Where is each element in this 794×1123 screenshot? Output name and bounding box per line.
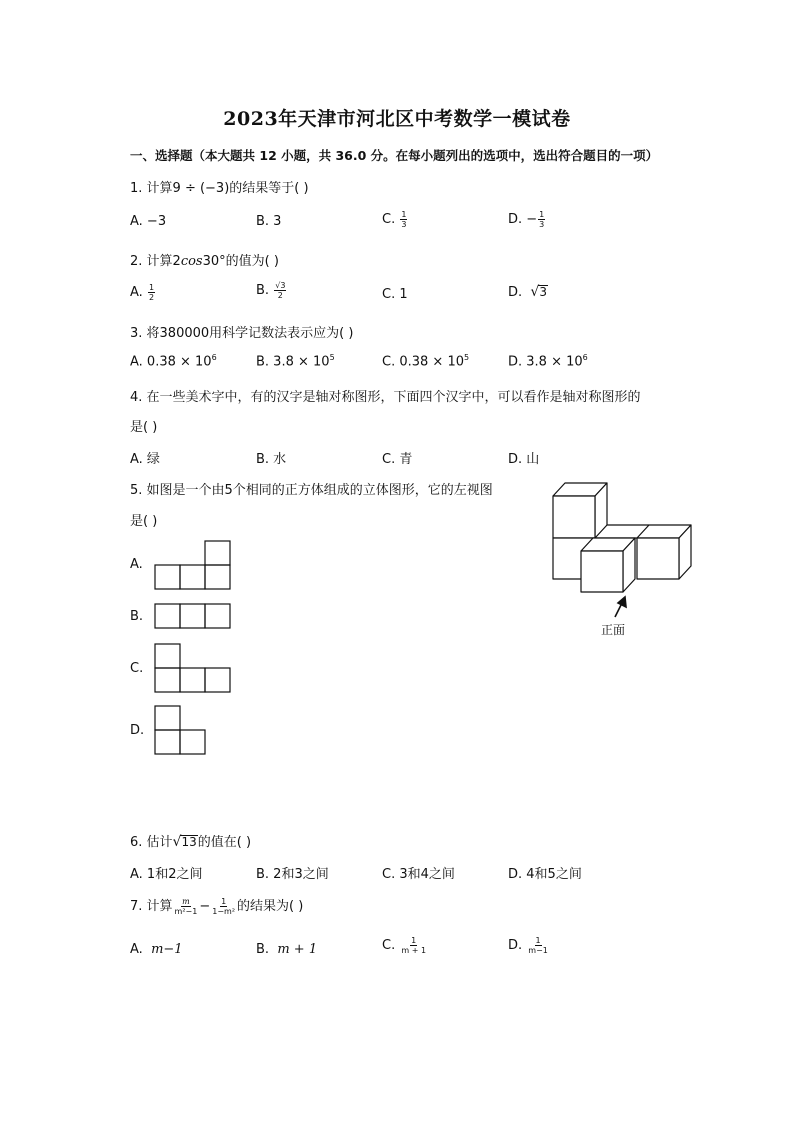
q1-option-b[interactable]: B. 3: [256, 214, 282, 229]
q1-c-fraction: $\frac{1}{3}$: [401, 210, 407, 229]
q1-d-label: D. −: [508, 212, 538, 227]
q4-option-b[interactable]: B. 水: [256, 452, 287, 467]
question-6: 6. 估计 √ 13 的值在( ): [130, 834, 252, 850]
q1-c-label: C.: [382, 212, 396, 227]
question-1: 1. 计算9 ÷ (−3)的结果等于( ): [130, 181, 309, 196]
section-note: （本大题共 12 小题，共 36.0 分。在每小题列出的选项中，选出符合题目的一项）: [192, 148, 659, 163]
section-header: [130, 146, 658, 164]
q3-option-d[interactable]: D. $3.8 \times 10^6$: [508, 353, 588, 370]
q7-option-d[interactable]: D. $\frac{1}{m-1}$: [508, 936, 548, 955]
question-5-line-2: 是( ): [130, 514, 158, 529]
question-4-line-1: 4. 在一些美术字中，有的汉字是轴对称图形，下面四个汉字中，可以看作是轴对称图形的: [130, 390, 641, 405]
q6-option-b[interactable]: B. 2和3之间: [256, 867, 329, 882]
q3-option-b[interactable]: B. $3.8 \times 10^5$: [256, 353, 335, 370]
q1-option-a[interactable]: A. −3: [130, 214, 167, 229]
q5-option-d-label[interactable]: D.: [130, 723, 145, 738]
q1-option-d[interactable]: [508, 210, 546, 229]
q4-option-d[interactable]: D. 山: [508, 452, 540, 467]
q7-fraction-2: $\frac{1}{\text{1−m²}}$: [212, 897, 236, 916]
q1-option-c[interactable]: [382, 210, 408, 229]
q5-option-b-figure: [150, 600, 234, 632]
q2-option-a[interactable]: A. $\frac{1}{2}$: [130, 283, 155, 302]
q5-option-a-figure: [150, 536, 234, 592]
q2-option-d[interactable]: D. √ 3: [508, 284, 547, 300]
question-7: 7. 计算 $\frac{m}{\text{m²−1}}$ − $\frac{1}{\text{1−m²}}$ 的结果为( ): [130, 897, 304, 916]
q5-option-c-figure: [150, 640, 234, 696]
q5-option-c-label[interactable]: C.: [130, 661, 144, 676]
cos-function: cos: [180, 254, 203, 269]
q5-fig-label: 正面: [601, 623, 626, 637]
q7-option-a[interactable]: A. m−1: [130, 942, 183, 957]
question-4-line-2: 是( ): [130, 420, 158, 435]
section-label: 一、选择题: [130, 148, 193, 163]
q1-d-fraction: $\frac{1}{3}$: [539, 210, 545, 229]
q5-option-a-label[interactable]: A.: [130, 557, 143, 572]
q3-option-c[interactable]: C. $0.38 \times 10^5$: [382, 353, 470, 370]
question-5-line-1: 5. 如图是一个由5个相同的正方体组成的立体图形，它的左视图: [130, 483, 493, 498]
q5-option-b-label[interactable]: B.: [130, 609, 144, 624]
q2-d-sqrt: √ 3: [530, 284, 547, 300]
q6-option-d[interactable]: D. 4和5之间: [508, 867, 582, 882]
q4-option-a[interactable]: A. 绿: [130, 452, 160, 467]
question-2: 2. 计算2cos30°的值为( ): [130, 254, 279, 269]
q2-option-c[interactable]: C. 1: [382, 287, 408, 302]
q7-d-fraction: $\frac{1}{m-1}$: [528, 936, 548, 955]
q2-option-b[interactable]: B. $\frac{√3}{2}$: [256, 281, 286, 300]
q6-sqrt: √ 13: [172, 834, 197, 850]
q7-c-fraction: $\frac{1}{m + 1}$: [401, 936, 427, 955]
q6-option-c[interactable]: C. 3和4之间: [382, 867, 455, 882]
q2-a-fraction: $\frac{1}{2}$: [148, 283, 155, 302]
question-3: 3. 将380000用科学记数法表示应为( ): [130, 326, 354, 341]
q7-option-b[interactable]: B. m + 1: [256, 942, 318, 957]
q5-cube-figure: [545, 476, 695, 644]
q3-option-a[interactable]: A. $0.38 \times 10^6$: [130, 353, 217, 370]
q7-fraction-1: $\frac{m}{\text{m²−1}}$: [174, 897, 198, 916]
q2-b-fraction: $\frac{√3}{2}$: [275, 281, 286, 300]
q5-option-d-figure: [150, 702, 210, 758]
q7-option-c[interactable]: C. $\frac{1}{m + 1}$: [382, 936, 427, 955]
q6-option-a[interactable]: A. 1和2之间: [130, 867, 203, 882]
q4-option-c[interactable]: C. 青: [382, 452, 413, 467]
page-title: 2023年天津市河北区中考数学一模试卷: [223, 108, 571, 130]
